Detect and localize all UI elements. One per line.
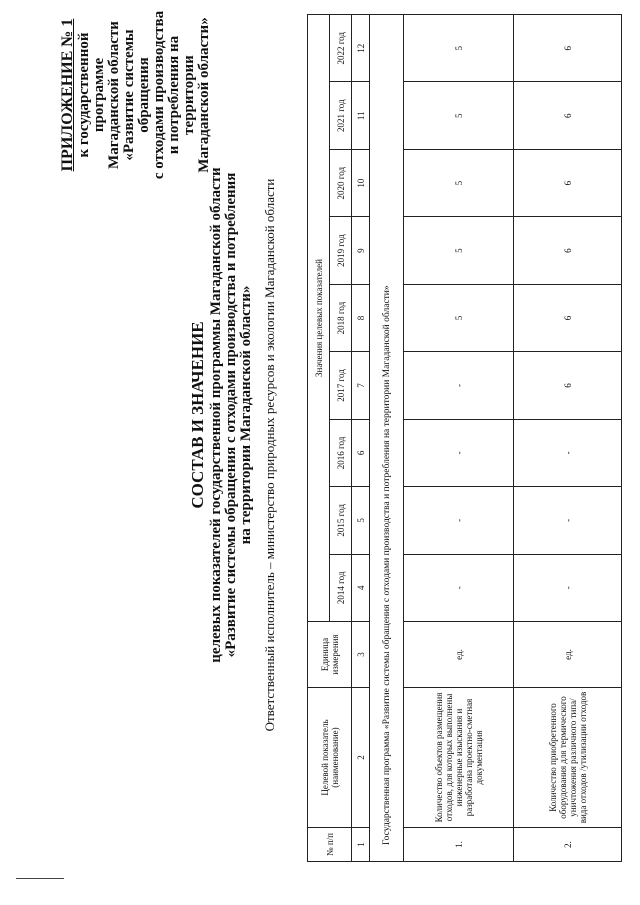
column-number: 9 (352, 217, 370, 284)
row-num: 2. (514, 828, 622, 862)
table-row (404, 15, 514, 862)
column-number: 5 (352, 487, 370, 554)
header-year: 2016 год (330, 419, 352, 486)
column-number: 7 (352, 352, 370, 419)
section-title: Государственная программа «Развитие системы обращения с отходами производства и потребления на территории Магаданской области» (370, 15, 404, 862)
header-year: 2019 год (330, 217, 352, 284)
footnote-separator-line (16, 878, 64, 879)
header-year: 2018 год (330, 284, 352, 351)
row-value: - (514, 419, 622, 486)
appendix-line: и потребления на территории (166, 35, 197, 155)
column-number: 10 (352, 149, 370, 216)
row-value: - (404, 419, 514, 486)
row-value: - (514, 554, 622, 621)
row-value: - (404, 352, 514, 419)
header-year: 2017 год (330, 352, 352, 419)
title-line: «Развитие системы обращения с отходами производства и потребления (223, 172, 239, 658)
row-value: 6 (514, 15, 622, 83)
row-value: 5 (404, 15, 514, 83)
appendix-line: «Развитие системы обращения (121, 29, 152, 161)
row-unit: ед. (404, 622, 514, 688)
column-number: 1 (352, 828, 370, 862)
row-value: 5 (404, 82, 514, 149)
row-indicator-name: Количество объектов размещения отходов, для которых выполнены инженерные изыскания и разработана проектно-сметная документация (404, 688, 514, 828)
header-year: 2021 год (330, 82, 352, 149)
row-value: 5 (404, 217, 514, 284)
row-value: 6 (514, 284, 622, 351)
row-indicator-name: Количество приобретенного оборудования для термического уничтожения различного типа/вида отходов /утилизации отходов (514, 688, 622, 828)
appendix-line: с отходами производства (151, 10, 167, 180)
row-num: 1. (404, 828, 514, 862)
table-row (514, 15, 622, 862)
row-value: - (404, 487, 514, 554)
row-value: - (514, 487, 622, 554)
header-row (308, 15, 330, 862)
column-number: 12 (352, 15, 370, 83)
responsible-executor: Ответственный исполнитель – министерство природных ресурсов и экологии Магаданской области (262, 178, 277, 732)
indicators-table (307, 14, 622, 862)
column-number: 3 (352, 622, 370, 688)
appendix-line: к государственной программе (76, 32, 107, 158)
title-line: на территории Магаданской области» (238, 285, 254, 545)
row-value: 6 (514, 149, 622, 216)
column-number: 11 (352, 82, 370, 149)
column-number: 6 (352, 419, 370, 486)
header-year: 2022 год (330, 15, 352, 83)
header-year: 2020 год (330, 149, 352, 216)
column-number: 8 (352, 284, 370, 351)
title-line: целевых показателей государственной программы Магаданской области (208, 167, 224, 663)
column-numbers-row (352, 15, 370, 862)
column-number: 2 (352, 688, 370, 828)
document-title (190, 135, 254, 695)
appendix-line: Магаданской области» (196, 17, 212, 173)
header-num: № п/п (308, 828, 352, 862)
section-row (370, 15, 404, 862)
header-indicator: Целевой показатель (наименование) (308, 688, 352, 828)
header-year: 2014 год (330, 554, 352, 621)
row-value: 6 (514, 352, 622, 419)
row-value: 6 (514, 82, 622, 149)
row-value: 5 (404, 149, 514, 216)
appendix-number: ПРИЛОЖЕНИЕ № 1 (59, 18, 76, 172)
row-value: - (404, 554, 514, 621)
appendix-line: Магаданской области (106, 21, 122, 169)
title-main: СОСТАВ И ЗНАЧЕНИЕ (188, 321, 207, 509)
row-value: 5 (404, 284, 514, 351)
header-year: 2015 год (330, 487, 352, 554)
header-unit: Единица измерения (308, 622, 352, 688)
column-number: 4 (352, 554, 370, 621)
row-unit: ед. (514, 622, 622, 688)
header-values-group: Значения целевых показателей (308, 15, 330, 622)
row-value: 6 (514, 217, 622, 284)
